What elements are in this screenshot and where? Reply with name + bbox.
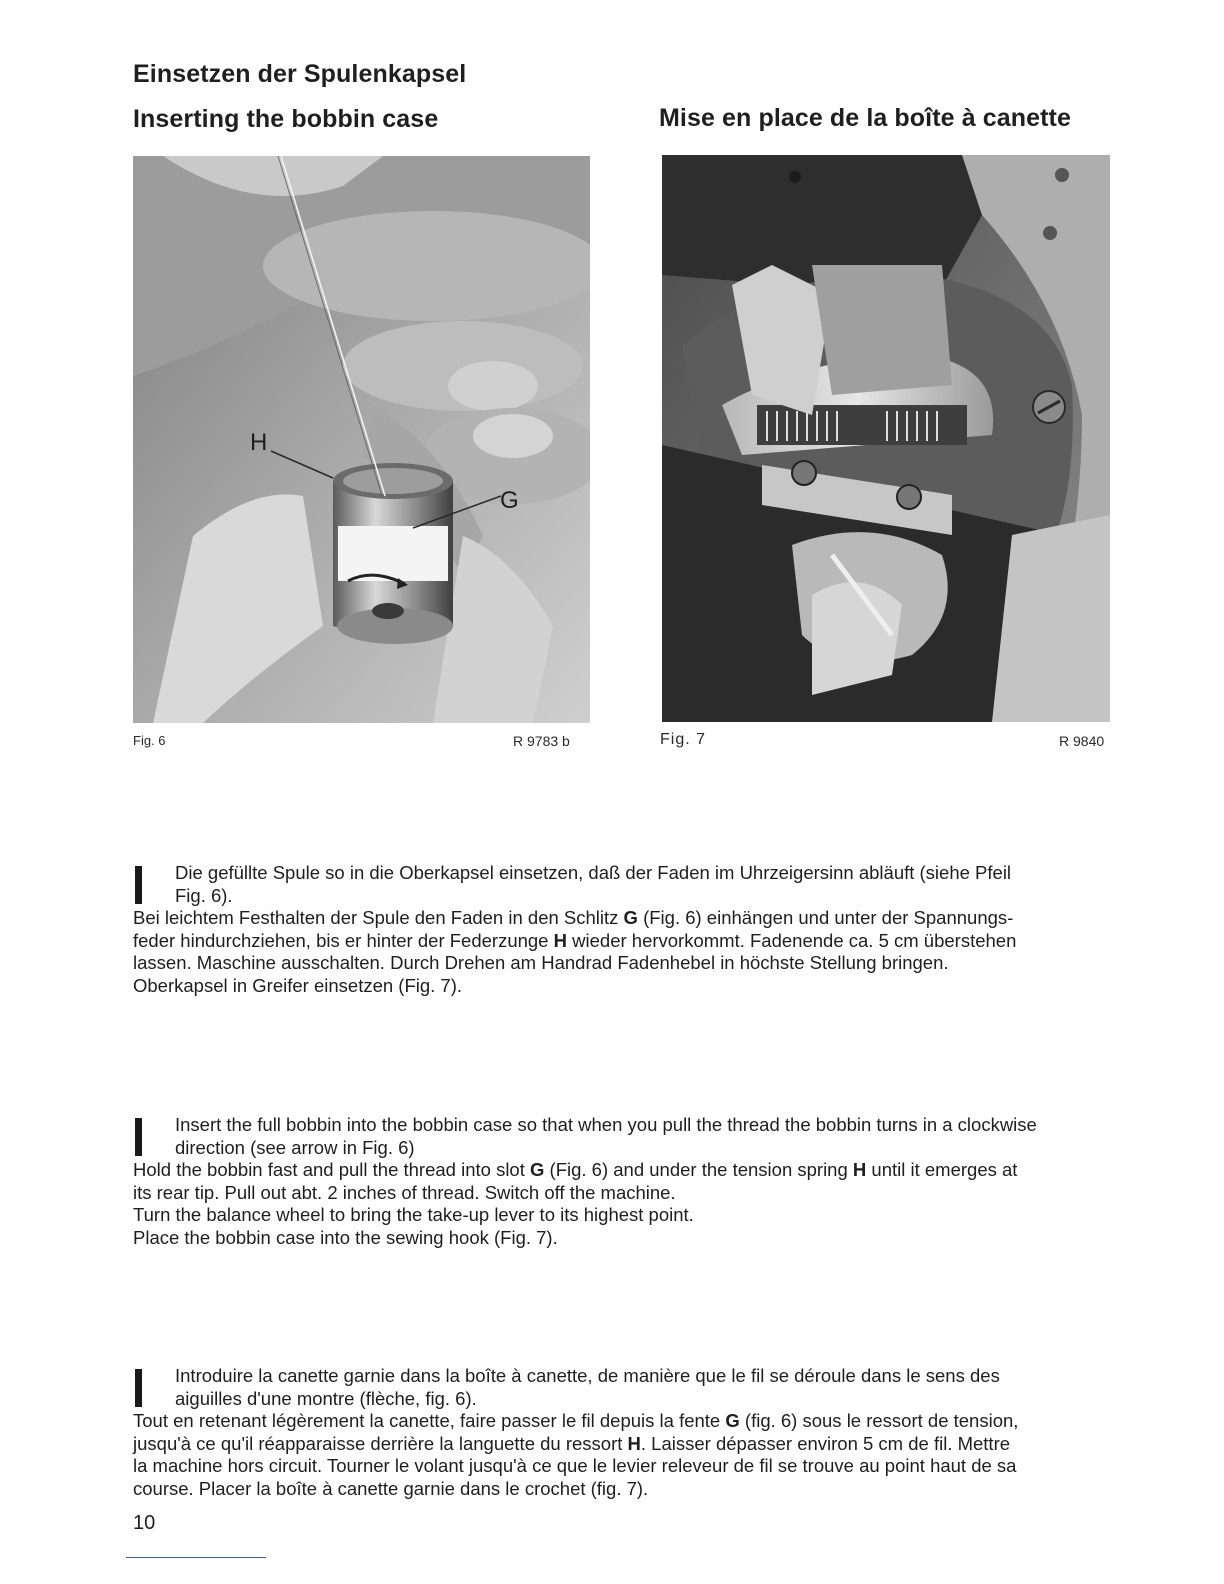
- paragraph-english: [133, 1114, 1113, 1250]
- figure-6-caption: Fig. 6: [133, 733, 166, 748]
- page-number: 10: [133, 1512, 156, 1534]
- text-line: Insert the full bobbin into the bobbin case so that when you pull the thread the bobbin turns in a clockwise: [175, 1114, 1037, 1135]
- text-line: Bei leichtem Festhalten der Spule den Faden in den Schlitz G (Fig. 6) einhängen und unter der Spannungs-: [133, 907, 1014, 929]
- paragraph-german: [133, 862, 1113, 998]
- figure-6-photo: [133, 156, 590, 723]
- figure-6-label-g: G: [500, 487, 519, 514]
- figure-7-caption: Fig. 7: [660, 731, 707, 748]
- figure-7-photo: [662, 155, 1110, 722]
- text-line: aiguilles d'une montre (flèche, fig. 6).: [175, 1387, 477, 1409]
- text-line: Place the bobbin case into the sewing hook (Fig. 7).: [133, 1226, 558, 1248]
- text-line: Fig. 6).: [175, 884, 233, 906]
- paragraph-french: [133, 1365, 1113, 1501]
- paragraph-marker: [135, 1118, 142, 1156]
- paragraph-marker: [135, 866, 142, 904]
- text-line: Die gefüllte Spule so in die Oberkapsel einsetzen, daß der Faden im Uhrzeigersinn abläuft (siehe Pfeil: [175, 862, 1012, 883]
- figure-7-reference: R 9840: [1059, 733, 1105, 749]
- footer-rule: [126, 1557, 266, 1558]
- text-line: jusqu'à ce qu'il réapparaisse derrière la languette du ressort H. Laisser dépasser environ 5 cm de fil. Mettre: [133, 1432, 1011, 1454]
- heading-english: Inserting the bobbin case: [133, 105, 439, 133]
- text-line: Introduire la canette garnie dans la boîte à canette, de manière que le fil se déroule dans le sens des: [175, 1365, 1000, 1386]
- text-line: Tout en retenant légèrement la canette, faire passer le fil depuis la fente G (fig. 6) sous le ressort de tension,: [133, 1410, 1019, 1432]
- text-line: la machine hors circuit. Tourner le volant jusqu'à ce que le levier releveur de fil se trouve au point haut de sa: [133, 1455, 1017, 1477]
- figure-6-reference: R 9783 b: [513, 733, 570, 749]
- heading-german: Einsetzen der Spulenkapsel: [133, 60, 467, 88]
- text-line: lassen. Maschine ausschalten. Durch Drehen am Handrad Fadenhebel in höchste Stellung bringen.: [133, 952, 949, 974]
- text-line: feder hindurchziehen, bis er hinter der Federzunge H wieder hervorkommt. Fadenende ca. 5 cm überstehen: [133, 929, 1017, 951]
- text-line: course. Placer la boîte à canette garnie dans le crochet (fig. 7).: [133, 1477, 649, 1499]
- heading-french: Mise en place de la boîte à canette: [659, 104, 1071, 132]
- text-line: direction (see arrow in Fig. 6): [175, 1136, 415, 1158]
- paragraph-marker: [135, 1369, 142, 1407]
- figure-6-label-h: H: [250, 429, 268, 456]
- text-line: Turn the balance wheel to bring the take-up lever to its highest point.: [133, 1204, 694, 1226]
- text-line: its rear tip. Pull out abt. 2 inches of thread. Switch off the machine.: [133, 1181, 676, 1203]
- text-line: Oberkapsel in Greifer einsetzen (Fig. 7).: [133, 974, 463, 996]
- text-line: Hold the bobbin fast and pull the thread into slot G (Fig. 6) and under the tension spring H until it emerges at: [133, 1159, 1018, 1181]
